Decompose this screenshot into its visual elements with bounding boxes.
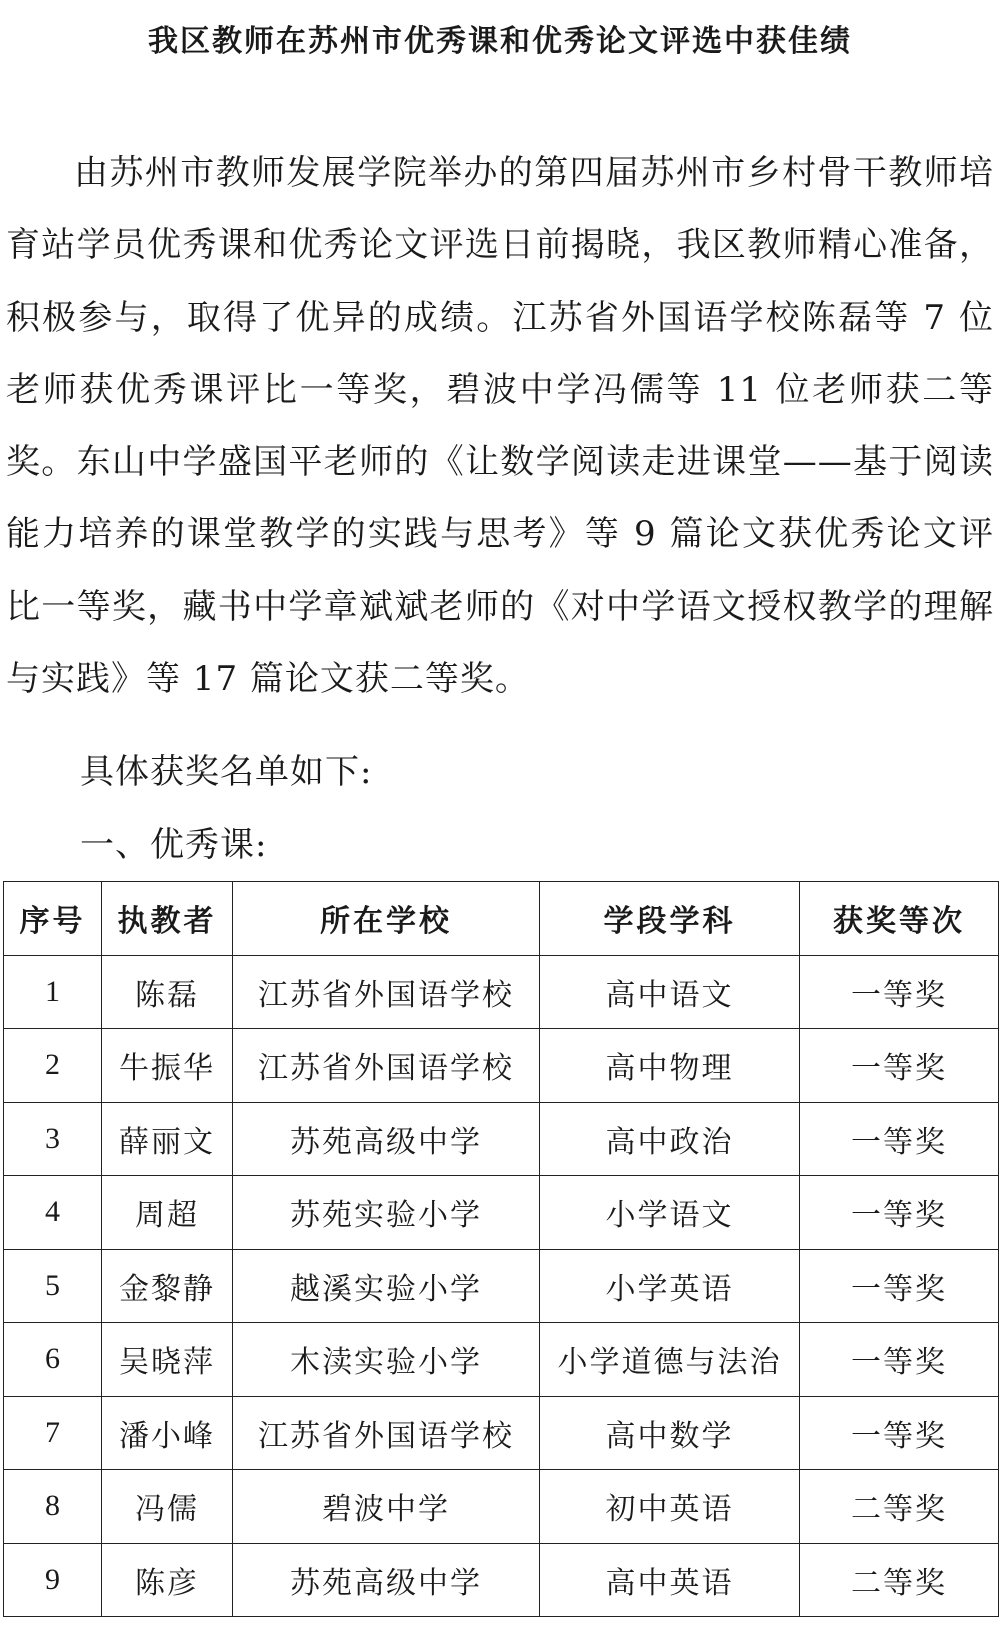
cell-award: 二等奖 (800, 1543, 999, 1617)
awards-table (3, 881, 999, 1617)
cell-school: 碧波中学 (233, 1470, 540, 1544)
cell-subject: 小学道德与法治 (540, 1323, 800, 1397)
cell-school: 江苏省外国语学校 (233, 1396, 540, 1470)
section-heading: 一、优秀课: (80, 825, 268, 865)
cell-subject: 高中政治 (540, 1102, 800, 1176)
table-header-row (4, 882, 999, 956)
header-school: 所在学校 (233, 882, 540, 956)
cell-index: 7 (4, 1396, 102, 1470)
cell-school: 苏苑高级中学 (233, 1543, 540, 1617)
table-row (4, 1102, 999, 1176)
cell-teacher: 潘小峰 (102, 1396, 233, 1470)
header-award: 获奖等次 (800, 882, 999, 956)
cell-teacher: 陈彦 (102, 1543, 233, 1617)
cell-index: 8 (4, 1470, 102, 1544)
body-paragraph: 由苏州市教师发展学院举办的第四届苏州市乡村骨干教师培育站学员优秀课和优秀论文评选日前揭晓，我区教师精心准备，积极参与，取得了优异的成绩。江苏省外国语学校陈磊等 7 位老师获优秀课评比一等奖，碧波中学冯儒等 11 位老师获二等奖。东山中学盛国平老师的《让数学阅读走进课堂——基于阅读能力培养的课堂教学的实践与思考》等 9 篇论文获优秀论文评比一等奖，藏书中学章斌斌老师的《对中学语文授权教学的理解与实践》等 17 篇论文获二等奖。 (6, 153, 994, 700)
cell-index: 5 (4, 1249, 102, 1323)
cell-teacher: 周超 (102, 1176, 233, 1250)
cell-school: 苏苑实验小学 (233, 1176, 540, 1250)
cell-subject: 小学英语 (540, 1249, 800, 1323)
cell-award: 一等奖 (800, 1102, 999, 1176)
table-row (4, 1323, 999, 1397)
cell-subject: 高中语文 (540, 955, 800, 1029)
cell-award: 二等奖 (800, 1470, 999, 1544)
cell-teacher: 薛丽文 (102, 1102, 233, 1176)
cell-index: 1 (4, 955, 102, 1029)
table-row (4, 1029, 999, 1103)
cell-award: 一等奖 (800, 1323, 999, 1397)
cell-index: 2 (4, 1029, 102, 1103)
header-index: 序号 (4, 882, 102, 956)
cell-school: 江苏省外国语学校 (233, 955, 540, 1029)
cell-teacher: 陈磊 (102, 955, 233, 1029)
table-row (4, 1470, 999, 1544)
page-title: 我区教师在苏州市优秀课和优秀论文评选中获佳绩 (148, 24, 852, 60)
table-row (4, 1396, 999, 1470)
cell-school: 木渎实验小学 (233, 1323, 540, 1397)
cell-subject: 高中数学 (540, 1396, 800, 1470)
header-teacher: 执教者 (102, 882, 233, 956)
cell-award: 一等奖 (800, 1176, 999, 1250)
cell-index: 9 (4, 1543, 102, 1617)
cell-subject: 高中英语 (540, 1543, 800, 1617)
cell-teacher: 冯儒 (102, 1470, 233, 1544)
table-row (4, 1543, 999, 1617)
table-row (4, 1176, 999, 1250)
cell-subject: 小学语文 (540, 1176, 800, 1250)
table-row (4, 955, 999, 1029)
list-intro: 具体获奖名单如下: (80, 752, 373, 792)
cell-award: 一等奖 (800, 1029, 999, 1103)
cell-award: 一等奖 (800, 1249, 999, 1323)
table-row (4, 1249, 999, 1323)
cell-teacher: 金黎静 (102, 1249, 233, 1323)
cell-teacher: 牛振华 (102, 1029, 233, 1103)
cell-subject: 初中英语 (540, 1470, 800, 1544)
cell-index: 4 (4, 1176, 102, 1250)
cell-school: 江苏省外国语学校 (233, 1029, 540, 1103)
cell-teacher: 吴晓萍 (102, 1323, 233, 1397)
cell-index: 6 (4, 1323, 102, 1397)
cell-school: 苏苑高级中学 (233, 1102, 540, 1176)
cell-school: 越溪实验小学 (233, 1249, 540, 1323)
cell-award: 一等奖 (800, 1396, 999, 1470)
cell-index: 3 (4, 1102, 102, 1176)
header-subject: 学段学科 (540, 882, 800, 956)
cell-subject: 高中物理 (540, 1029, 800, 1103)
cell-award: 一等奖 (800, 955, 999, 1029)
